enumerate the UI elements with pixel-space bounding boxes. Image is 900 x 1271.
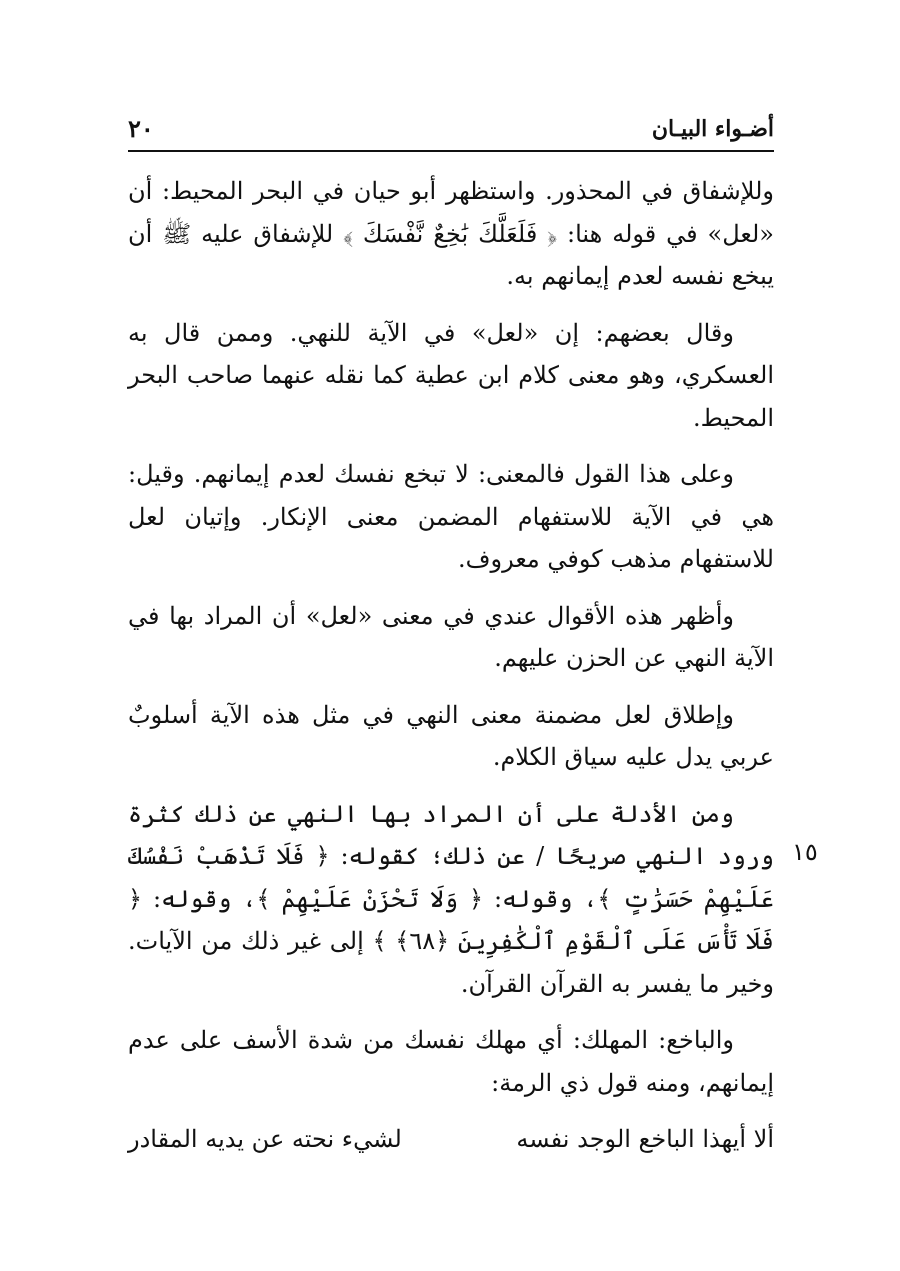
paragraph: وأظهر هذه الأقوال عندي في معنى «لعل» أن المراد بها في الآية النهي عن الحزن عليهم.: [128, 601, 774, 672]
running-title: أضـواء البيـان: [651, 116, 774, 142]
margin-line-number: ١٥: [792, 838, 818, 866]
poem-first-hemistich: ألا أيهذا الباخع الوجد نفسه: [516, 1125, 774, 1153]
paragraph: وإطلاق لعل مضمنة معنى النهي في مثل هذه الآية أسلوبٌ عربي يدل عليه سياق الكلام.: [128, 700, 774, 771]
page-header: [128, 112, 774, 148]
page-number: ٢٠: [128, 114, 154, 143]
paragraph: وعلى هذا القول فالمعنى: لا تبخع نفسك لعدم إيمانهم. وقيل: هي في الآية للاستفهام المضمن معنى الإنكار. وإتيان لعل للاستفهام مذهب كوفي معروف.: [128, 460, 774, 573]
poem-second-hemistich: لشيء نحته عن يديه المقادر: [128, 1125, 402, 1153]
paragraph: والباخع: المهلك: أي مهلك نفسك من شدة الأسف على عدم إيمانهم، ومنه قول ذي الرمة:: [128, 1026, 774, 1097]
paragraph: وللإشفاق في المحذور. واستظهر أبو حيان في البحر المحيط: أن «لعل» في قوله هنا: ﴿ فَلَعَلَّكَ بَٰخِعٌ نَّفْسَكَ ﴾ للإشفاق عليه ﷺ أن يبخع نفسه لعدم إيمانهم به.: [128, 177, 774, 290]
poem-verse: [128, 1118, 774, 1161]
paragraph: وقال بعضهم: إن «لعل» في الآية للنهي. وممن قال به العسكري، وهو معنى كلام ابن عطية كما نقله عنهما صاحب البحر المحيط.: [128, 318, 774, 432]
body-text: [128, 170, 774, 1161]
paragraph: ومن الأدلة على أن المراد بها النهي عن ذلك كثرة ورود النهي صريحًا / عن ذلك؛ كقوله: ﴿ فَلَا تَذْهَبْ نَفْسُكَ عَلَيْهِمْ حَسَرَٰتٍ ﴾، وقوله: ﴿ وَلَا تَحْزَنْ عَلَيْهِمْ ﴾، وقوله: ﴿ فَلَا تَأْسَ عَلَى ٱلْقَوْمِ ٱلْكَٰفِرِينَ ﴿٦٨﴾ ﴾ إلى غير ذلك من الآيات. وخير ما يفسر به القرآن القرآن.: [128, 799, 774, 998]
header-rule: [128, 150, 774, 152]
